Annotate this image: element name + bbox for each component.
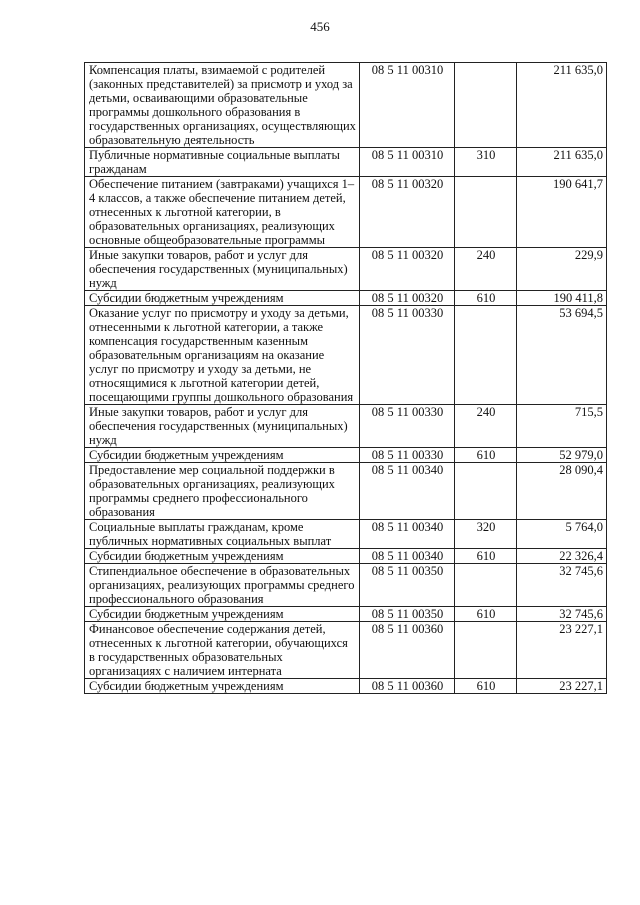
row-type-cell: 610 bbox=[455, 607, 517, 622]
row-code-cell: 08 5 11 00340 bbox=[360, 549, 455, 564]
table-row bbox=[85, 306, 607, 405]
page-number: 456 bbox=[310, 19, 330, 34]
row-type-cell: 610 bbox=[455, 291, 517, 306]
row-amount-cell: 211 635,0 bbox=[517, 148, 607, 177]
budget-table-body bbox=[85, 63, 607, 694]
row-code-cell: 08 5 11 00350 bbox=[360, 607, 455, 622]
row-name-cell: Компенсация платы, взимаемой с родителей (законных представителей) за присмотр и уход за детьми, осваивающими образовательные программы дошкольного образования в государственных организациях, осуществляющих образовательную деятельность bbox=[85, 63, 360, 148]
row-code-cell: 08 5 11 00320 bbox=[360, 177, 455, 248]
row-amount-cell: 28 090,4 bbox=[517, 463, 607, 520]
row-name-cell: Субсидии бюджетным учреждениям bbox=[85, 291, 360, 306]
row-code-cell: 08 5 11 00340 bbox=[360, 520, 455, 549]
row-type-cell: 610 bbox=[455, 448, 517, 463]
table-row bbox=[85, 148, 607, 177]
row-amount-cell: 52 979,0 bbox=[517, 448, 607, 463]
row-code-cell: 08 5 11 00320 bbox=[360, 248, 455, 291]
row-amount-cell: 22 326,4 bbox=[517, 549, 607, 564]
row-name-cell: Социальные выплаты гражданам, кроме публичных нормативных социальных выплат bbox=[85, 520, 360, 549]
table-row bbox=[85, 679, 607, 694]
row-amount-cell: 715,5 bbox=[517, 405, 607, 448]
row-code-cell: 08 5 11 00330 bbox=[360, 405, 455, 448]
row-code-cell: 08 5 11 00350 bbox=[360, 564, 455, 607]
table-row bbox=[85, 520, 607, 549]
row-type-cell bbox=[455, 622, 517, 679]
row-code-cell: 08 5 11 00340 bbox=[360, 463, 455, 520]
row-amount-cell: 211 635,0 bbox=[517, 63, 607, 148]
row-amount-cell: 5 764,0 bbox=[517, 520, 607, 549]
row-amount-cell: 53 694,5 bbox=[517, 306, 607, 405]
row-name-cell: Субсидии бюджетным учреждениям bbox=[85, 607, 360, 622]
row-name-cell: Субсидии бюджетным учреждениям bbox=[85, 448, 360, 463]
table-row bbox=[85, 248, 607, 291]
row-type-cell bbox=[455, 177, 517, 248]
row-name-cell: Финансовое обеспечение содержания детей, отнесенных к льготной категории, обучающихся в государственных образовательных организациях с наличием интерната bbox=[85, 622, 360, 679]
table-row bbox=[85, 564, 607, 607]
row-amount-cell: 190 641,7 bbox=[517, 177, 607, 248]
row-type-cell: 320 bbox=[455, 520, 517, 549]
row-type-cell: 310 bbox=[455, 148, 517, 177]
table-row bbox=[85, 63, 607, 148]
table-row bbox=[85, 607, 607, 622]
row-name-cell: Предоставление мер социальной поддержки в образовательных организациях, реализующих программы среднего профессионального образования bbox=[85, 463, 360, 520]
row-amount-cell: 23 227,1 bbox=[517, 679, 607, 694]
row-code-cell: 08 5 11 00360 bbox=[360, 622, 455, 679]
table-row bbox=[85, 463, 607, 520]
row-code-cell: 08 5 11 00310 bbox=[360, 148, 455, 177]
table-row bbox=[85, 291, 607, 306]
row-code-cell: 08 5 11 00310 bbox=[360, 63, 455, 148]
row-name-cell: Обеспечение питанием (завтраками) учащихся 1–4 классов, а также обеспечение питанием детей, отнесенных к льготной категории, в образовательных организациях, реализующих основные общеобразовательные программы bbox=[85, 177, 360, 248]
row-name-cell: Иные закупки товаров, работ и услуг для обеспечения государственных (муниципальных) нужд bbox=[85, 405, 360, 448]
row-amount-cell: 23 227,1 bbox=[517, 622, 607, 679]
row-type-cell bbox=[455, 63, 517, 148]
row-code-cell: 08 5 11 00360 bbox=[360, 679, 455, 694]
table-row bbox=[85, 177, 607, 248]
row-type-cell: 610 bbox=[455, 679, 517, 694]
row-code-cell: 08 5 11 00320 bbox=[360, 291, 455, 306]
row-type-cell bbox=[455, 463, 517, 520]
row-name-cell: Субсидии бюджетным учреждениям bbox=[85, 549, 360, 564]
row-name-cell: Иные закупки товаров, работ и услуг для обеспечения государственных (муниципальных) нужд bbox=[85, 248, 360, 291]
row-type-cell: 610 bbox=[455, 549, 517, 564]
row-name-cell: Стипендиальное обеспечение в образовательных организациях, реализующих программы среднего профессионального образования bbox=[85, 564, 360, 607]
row-type-cell bbox=[455, 306, 517, 405]
row-amount-cell: 190 411,8 bbox=[517, 291, 607, 306]
row-type-cell bbox=[455, 564, 517, 607]
table-row bbox=[85, 622, 607, 679]
row-name-cell: Публичные нормативные социальные выплаты гражданам bbox=[85, 148, 360, 177]
table-row bbox=[85, 549, 607, 564]
row-name-cell: Оказание услуг по присмотру и уходу за детьми, отнесенными к льготной категории, а также компенсация государственным казенным образовательным организациям на оказание услуг по присмотру и уходу за детьми, не относящимися к льготной категории детей, посещающими группы дошкольного образования bbox=[85, 306, 360, 405]
row-amount-cell: 32 745,6 bbox=[517, 564, 607, 607]
table-row bbox=[85, 405, 607, 448]
row-type-cell: 240 bbox=[455, 405, 517, 448]
row-code-cell: 08 5 11 00330 bbox=[360, 306, 455, 405]
row-amount-cell: 229,9 bbox=[517, 248, 607, 291]
row-amount-cell: 32 745,6 bbox=[517, 607, 607, 622]
row-type-cell: 240 bbox=[455, 248, 517, 291]
budget-table bbox=[84, 62, 607, 694]
row-code-cell: 08 5 11 00330 bbox=[360, 448, 455, 463]
table-row bbox=[85, 448, 607, 463]
row-name-cell: Субсидии бюджетным учреждениям bbox=[85, 679, 360, 694]
